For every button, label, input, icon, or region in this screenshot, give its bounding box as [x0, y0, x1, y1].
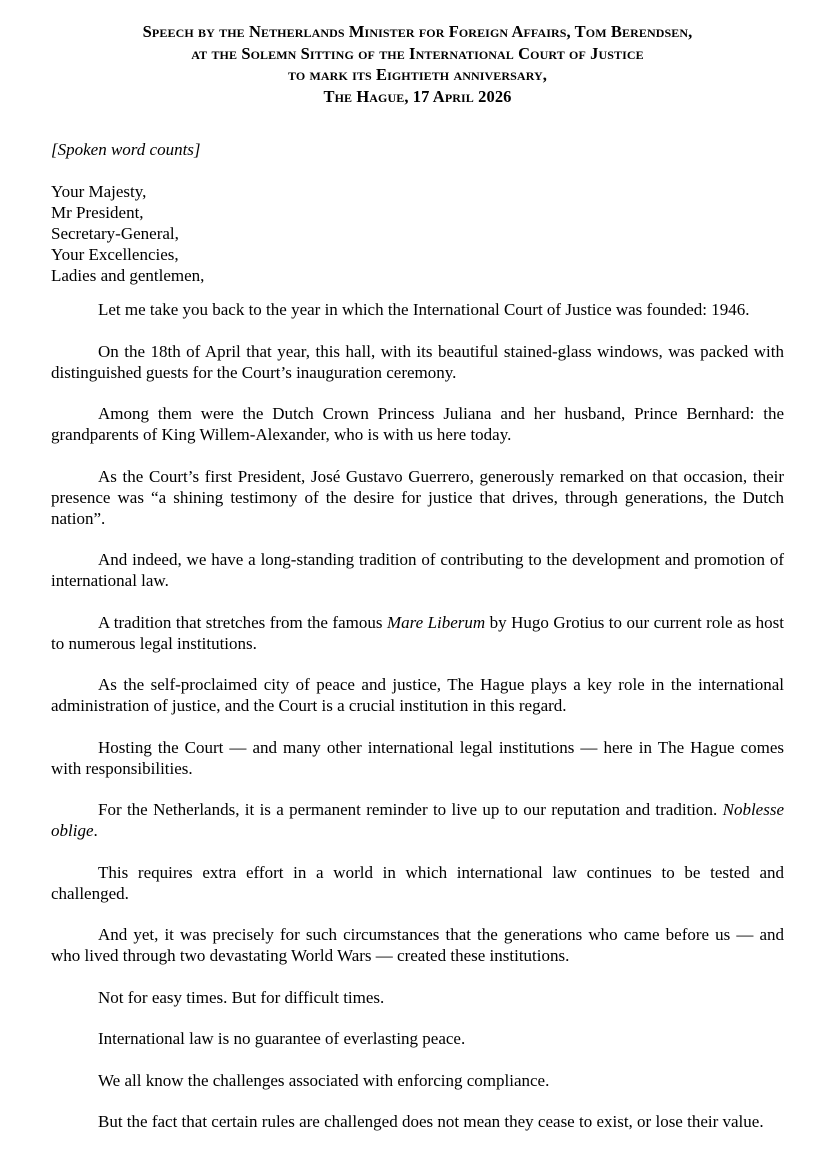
paragraph: Not for easy times. But for difficult times. [98, 987, 385, 1007]
paragraph: We all know the challenges associated with enforcing compliance. [98, 1070, 550, 1090]
speech-heading [51, 21, 784, 107]
paragraph-text: by Hugo Grotius to our current role as host to numerous legal institutions. [51, 612, 785, 653]
paragraph: This requires extra effort in a world in which international law continues to be tested and challenged. [51, 862, 784, 903]
paragraph: Hosting the Court — and many other international legal institutions — here in The Hague comes with responsibilities. [51, 737, 784, 778]
italic-title: Mare Liberum [386, 612, 486, 632]
paragraph: On the 18th of April that year, this hall, with its beautiful stained-glass windows, was packed with distinguished guests for the Court’s inauguration ceremony. [51, 341, 784, 382]
heading-line-3: to mark its Eightieth anniversary, [287, 65, 548, 84]
spoken-word-note: [Spoken word counts] [51, 140, 201, 159]
paragraph: Let me take you back to the year in which the International Court of Justice was founded: 1946. [98, 300, 750, 319]
heading-line-4: The Hague, 17 April 2026 [323, 86, 512, 106]
salutation-line: Mr President, [51, 203, 144, 222]
paragraph [51, 612, 784, 654]
paragraph: As the Court’s first President, José Gustavo Guerrero, generously remarked on that occasion, their presence was “a shining testimony of the desire for justice that drives, through generations, the Dutch nation”. [51, 466, 784, 528]
paragraph-text: A tradition that stretches from the famous [98, 612, 387, 632]
salutation-line: Secretary-General, [51, 224, 179, 243]
heading-line-1: Speech by the Netherlands Minister for Foreign Affairs, Tom Berendsen, [142, 22, 693, 41]
paragraph: International law is no guarantee of everlasting peace. [98, 1029, 466, 1048]
paragraph: Among them were the Dutch Crown Princess Juliana and her husband, Prince Bernhard: the grandparents of King Willem-Alexander, who is with us here today. [51, 404, 784, 444]
salutations [51, 181, 784, 286]
paragraph-text: . [93, 821, 98, 840]
speech-body [51, 299, 784, 1132]
salutation-line: Your Majesty, [51, 182, 147, 201]
salutation-line: Ladies and gentlemen, [51, 266, 205, 285]
paragraph: And indeed, we have a long-standing tradition of contributing to the development and promotion of international law. [51, 550, 784, 590]
italic-phrase: Noblesse oblige [51, 800, 784, 840]
heading-line-2: at the Solemn Sitting of the International Court of Justice [191, 43, 644, 63]
paragraph: As the self-proclaimed city of peace and justice, The Hague plays a key role in the international administration of justice, and the Court is a crucial institution in this regard. [51, 675, 784, 715]
speech-document [51, 0, 784, 1153]
salutation-line: Your Excellencies, [51, 245, 179, 264]
paragraph: But the fact that certain rules are challenged does not mean they cease to exist, or lose their value. [98, 1112, 764, 1131]
paragraph: And yet, it was precisely for such circumstances that the generations who came before us — and who lived through two devastating World Wars — created these institutions. [51, 925, 784, 965]
paragraph-text: For the Netherlands, it is a permanent reminder to live up to our reputation and tradition. [98, 800, 723, 819]
paragraph [51, 799, 784, 841]
